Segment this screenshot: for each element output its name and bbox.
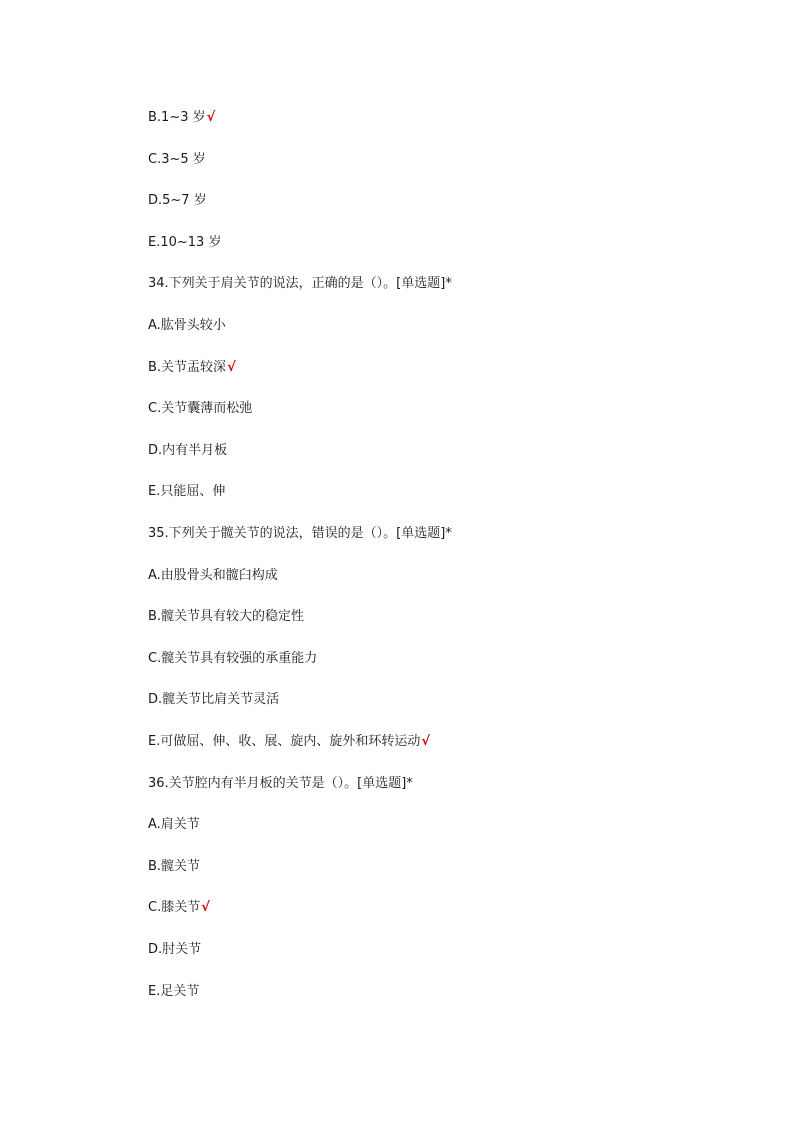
answer-option: [148, 650, 317, 668]
answer-option: [148, 941, 201, 959]
option-text: D.5~7 岁: [148, 193, 207, 208]
question-stem: [148, 275, 452, 293]
option-text: D.肘关节: [148, 942, 202, 957]
answer-option: [148, 858, 200, 876]
answer-option: [148, 483, 225, 501]
option-text: A.肩关节: [148, 817, 200, 832]
option-text: C.关节囊薄而松弛: [148, 401, 253, 416]
answer-option: [148, 608, 304, 626]
option-text: E.只能屈、伸: [148, 484, 226, 499]
answer-option: [148, 317, 226, 335]
option-text: A.肱骨头较小: [148, 318, 226, 333]
answer-option: [148, 400, 252, 418]
option-text: E.10~13 岁: [148, 235, 222, 250]
option-text: A.由股骨头和髋臼构成: [148, 568, 278, 583]
option-text: C.髋关节具有较强的承重能力: [148, 651, 318, 666]
option-text: B.关节盂较深: [148, 360, 227, 375]
correct-check-icon: √: [201, 900, 210, 915]
correct-check-icon: √: [206, 110, 216, 125]
option-text: D.内有半月板: [148, 443, 228, 458]
answer-option: [148, 442, 227, 460]
answer-option: [148, 234, 221, 252]
option-text: E.足关节: [148, 984, 200, 999]
option-text: B.1~3 岁: [148, 110, 206, 125]
question-text: 35.下列关于髋关节的说法，错误的是（）。[单选题]*: [148, 526, 452, 541]
answer-option: [148, 983, 199, 1001]
answer-option: [148, 733, 430, 751]
answer-option: [148, 151, 206, 169]
answer-option: [148, 899, 210, 917]
correct-check-icon: √: [421, 734, 431, 749]
question-text: 34.下列关于肩关节的说法，正确的是（）。[单选题]*: [148, 276, 452, 291]
question-stem: [148, 525, 452, 543]
option-text: C.3~5 岁: [148, 152, 206, 167]
answer-option: [148, 359, 236, 377]
option-text: D.髋关节比肩关节灵活: [148, 692, 280, 707]
option-text: B.髋关节具有较大的稳定性: [148, 609, 305, 624]
option-text: C.膝关节: [148, 900, 201, 915]
answer-option: [148, 567, 278, 585]
answer-option: [148, 691, 279, 709]
answer-option: [148, 109, 215, 127]
question-stem: [148, 775, 413, 793]
question-text: 36.关节腔内有半月板的关节是（）。[单选题]*: [148, 776, 413, 791]
answer-option: [148, 192, 207, 210]
answer-option: [148, 816, 200, 834]
option-text: B.髋关节: [148, 859, 201, 874]
correct-check-icon: √: [227, 360, 236, 375]
option-text: E.可做屈、伸、收、展、旋内、旋外和环转运动: [148, 734, 421, 749]
